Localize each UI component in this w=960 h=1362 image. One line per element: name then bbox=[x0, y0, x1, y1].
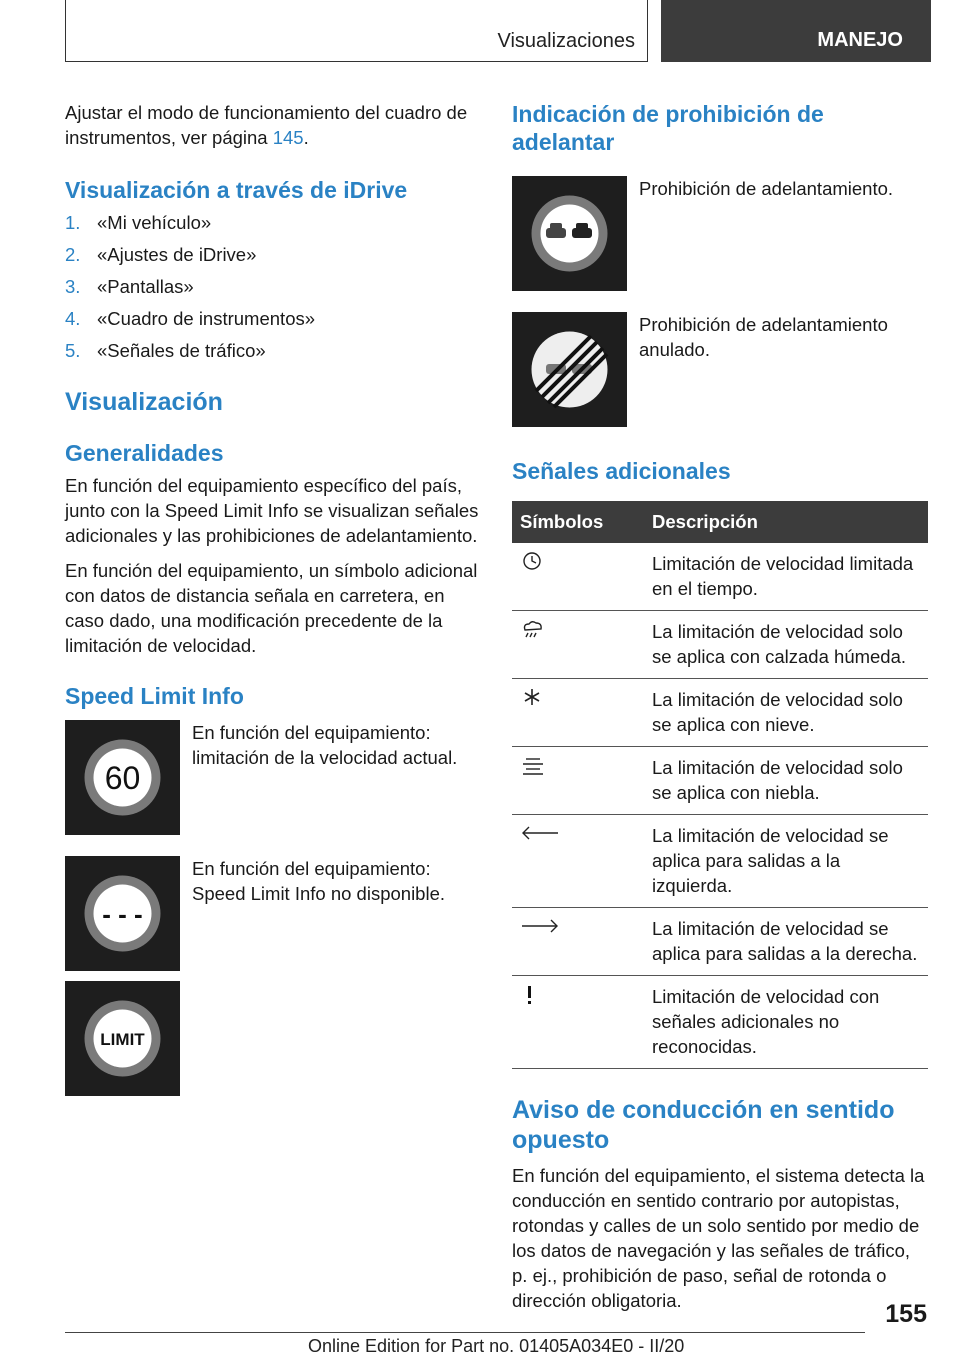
page-link[interactable]: 145 bbox=[272, 127, 304, 148]
table-row bbox=[512, 543, 928, 611]
wrong-way-heading: Aviso de conducción en sentido opuesto bbox=[512, 1096, 895, 1154]
fog-icon bbox=[520, 755, 546, 775]
gen-paragraph-2: En función del equipamiento, un símbolo adicional con datos de distancia señala en carretera, en caso dado, una modificación precedente de la limitación de velocidad. bbox=[65, 560, 478, 656]
edition-line: Online Edition for Part no. 01405A034E0 - II/20 bbox=[308, 1336, 685, 1356]
overtake-figure-2 bbox=[512, 312, 928, 427]
wrong-way-paragraph: En función del equipamiento, el sistema detecta la conducción en sentido contrario por autopistas, rotondas y calles de un solo sentido por medio de los datos de navegación y las señales de tráfico, p. ej., prohibición de paso, señal de rotonda o dirección obligatoria. bbox=[512, 1165, 925, 1311]
sli-figure-2-caption: En función del equipamiento: Speed Limit Info no disponible. bbox=[192, 858, 446, 904]
speed-60-label: 60 bbox=[104, 760, 141, 796]
sli-figure-3 bbox=[65, 981, 480, 1096]
header-section: Visualizaciones bbox=[497, 30, 635, 52]
speed-unavailable-label: - - - bbox=[102, 899, 143, 929]
list-item: 4. «Cuadro de instrumentos» bbox=[65, 308, 316, 329]
table-cell-description: La limitación de velocidad se aplica para salidas a la derecha. bbox=[644, 908, 928, 976]
snowflake-icon bbox=[520, 687, 544, 707]
end-no-overtaking-sign-image bbox=[512, 312, 627, 427]
table-row bbox=[512, 976, 928, 1069]
right-column bbox=[512, 100, 928, 1323]
table-row bbox=[512, 747, 928, 815]
overtake-figure-1-caption: Prohibición de adelantamiento. bbox=[639, 178, 894, 199]
additional-signs-table bbox=[512, 501, 928, 1069]
speed-limit-info-heading: Speed Limit Info bbox=[65, 683, 244, 709]
exclamation-icon bbox=[520, 984, 540, 1006]
table-cell-description: La limitación de velocidad solo se aplica con niebla. bbox=[644, 747, 928, 815]
table-cell-description: Limitación de velocidad limitada en el tiempo. bbox=[644, 543, 928, 611]
table-row bbox=[512, 815, 928, 908]
clock-icon bbox=[520, 551, 544, 571]
sli-figure-2 bbox=[65, 856, 480, 971]
overtake-figure-2-caption: Prohibición de adelantamiento anulado. bbox=[639, 314, 888, 360]
intro-paragraph: Ajustar el modo de funcionamiento del cuadro de instrumentos, ver página 145. bbox=[65, 102, 468, 148]
overtake-heading: Indicación de prohibición de adelantar bbox=[512, 101, 824, 155]
limit-sign-image bbox=[65, 981, 180, 1096]
page-number: 155 bbox=[885, 1300, 927, 1328]
arrow-left-icon bbox=[520, 823, 560, 843]
sli-figure-1 bbox=[65, 720, 480, 835]
table-row bbox=[512, 679, 928, 747]
table-cell-description: Limitación de velocidad con señales adicionales no reconocidas. bbox=[644, 976, 928, 1069]
list-item: 2. «Ajustes de iDrive» bbox=[65, 244, 257, 265]
header-chapter: MANEJO bbox=[661, 0, 931, 62]
speed-60-sign-image bbox=[65, 720, 180, 835]
no-overtaking-sign-image bbox=[512, 176, 627, 291]
sli-figure-1-caption: En función del equipamiento: limitación de la velocidad actual. bbox=[192, 722, 458, 768]
table-cell-description: La limitación de velocidad solo se aplica con calzada húmeda. bbox=[644, 611, 928, 679]
table-row bbox=[512, 611, 928, 679]
left-column bbox=[65, 100, 480, 1096]
table-row bbox=[512, 908, 928, 976]
table-header-symbols: Símbolos bbox=[512, 501, 644, 543]
rain-cloud-icon bbox=[520, 619, 546, 639]
arrow-right-icon bbox=[520, 916, 560, 936]
gen-paragraph-1: En función del equipamiento específico del país, junto con la Speed Limit Info se visualizan señales adicionales y las prohibiciones de adelantamiento. bbox=[65, 475, 479, 546]
overtake-figure-1 bbox=[512, 176, 928, 291]
visualizacion-heading: Visualización bbox=[65, 388, 223, 416]
speed-unavailable-sign-image bbox=[65, 856, 180, 971]
table-cell-description: La limitación de velocidad se aplica para salidas a la izquierda. bbox=[644, 815, 928, 908]
table-header-description: Descripción bbox=[644, 501, 928, 543]
list-item: 3. «Pantallas» bbox=[65, 276, 194, 297]
steps-list bbox=[65, 210, 480, 363]
table-header-row bbox=[512, 501, 928, 543]
limit-label: LIMIT bbox=[100, 1030, 145, 1049]
list-item: 5. «Señales de tráfico» bbox=[65, 340, 266, 361]
idrive-heading: Visualización a través de iDrive bbox=[65, 177, 408, 203]
generalidades-heading: Generalidades bbox=[65, 440, 224, 466]
additional-signs-heading: Señales adicionales bbox=[512, 458, 731, 484]
list-item: 1. «Mi vehículo» bbox=[65, 212, 212, 233]
table-cell-description: La limitación de velocidad solo se aplica con nieve. bbox=[644, 679, 928, 747]
footer-divider bbox=[65, 1332, 865, 1333]
